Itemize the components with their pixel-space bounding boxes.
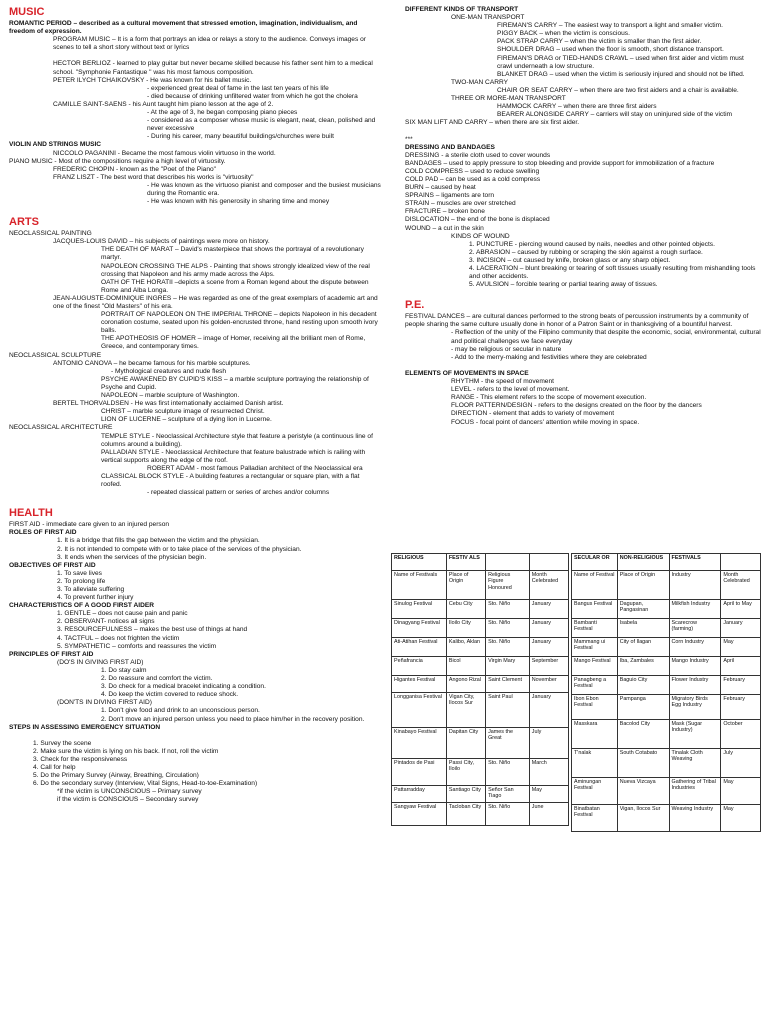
text-line: SIX MAN LIFT AND CARRY – when there are six first aider.	[405, 119, 580, 127]
table-row	[392, 803, 569, 826]
table-row	[572, 600, 761, 619]
table-cell: Binatbatan Festival	[572, 805, 618, 832]
text-line: ONE-MAN TRANSPORT	[451, 14, 525, 22]
table-cell: Gathering of Tribal Industries	[669, 778, 721, 805]
table-cell: Tinalak Cloth Weaving	[669, 749, 721, 778]
table-row	[392, 638, 569, 657]
text-line: FIREMAN'S CARRY – The easiest way to transport a light and smaller victim.	[497, 22, 723, 30]
table-cell: Ibon Ebon Festival	[572, 695, 618, 720]
table-row	[572, 749, 761, 778]
text-line: THE DEATH OF MARAT – David's masterpiece that shows the portrayal of a revolutionary martyr.	[101, 246, 364, 262]
table-cell: Flower Industry	[669, 676, 721, 695]
text-line: NEOCLASSICAL SCULPTURE	[9, 351, 102, 359]
text-line: FESTIVAL DANCES – are cultural dances performed to the strong beats of percussion instruments by a community of people sharing the same culture usually done in honor of a Patron Saint or in thanksgiving of a bountiful harvest.	[405, 313, 749, 329]
text-line: NAPOLEON – marble sculpture of Washington.	[101, 392, 240, 400]
text-line: - Mythological creatures and nude flesh	[111, 367, 227, 375]
text-line: - may be religious or secular in nature	[451, 345, 562, 353]
table-cell: September	[529, 657, 568, 676]
text-line: FREDERIC CHOPIN - known as the "Poet of the Piano"	[53, 165, 216, 173]
text-line: TEMPLE STYLE - Neoclassical Architecture style that feature a peristyle (a continuous line of columns around a building).	[101, 432, 373, 448]
table-row	[572, 676, 761, 695]
text-line: PORTRAIT OF NAPOLEON ON THE IMPERIAL THRONE – depicts Napoleon in his decadent coronation costume, seated upon his golden-encrusted throne, hand resting upon smooth ivory balls.	[101, 311, 378, 335]
table-cell: Mammang ui Festival	[572, 638, 618, 657]
table-cell: Santiago City	[446, 786, 485, 803]
text-line: ***	[405, 135, 413, 143]
text-line: PACK STRAP CARRY – when the victim is smaller than the first aider.	[497, 38, 702, 46]
text-line: NEOCLASSICAL PAINTING	[9, 230, 92, 238]
table-cell: Saint Clement	[486, 676, 530, 693]
table-row	[392, 657, 569, 676]
text-line: ANTONIO CANOVA – he became famous for his marble sculptures.	[53, 359, 251, 367]
table-cell: City of Ilagan	[617, 638, 669, 657]
text-line: - Reflection of the unity of the Filipino community that despite the economic, social, environmental, cultural and political challenges we face everyday	[451, 329, 761, 345]
text-line: 2. OBSERVANT- notices all signs	[57, 618, 155, 626]
table-cell: Aminungan Festival	[572, 778, 618, 805]
text-line: OBJECTIVES OF FIRST AID	[9, 561, 96, 569]
table-cell: Scarecrow (farming)	[669, 619, 721, 638]
table-cell: Dapitan City	[446, 728, 485, 759]
table-cell: Name of Festivals	[392, 571, 447, 600]
table-cell: South Cotabato	[617, 749, 669, 778]
section-heading: HEALTH	[9, 507, 53, 520]
table-cell: Migratory Birds Egg Industry	[669, 695, 721, 720]
table-row	[572, 695, 761, 720]
text-line: FRANZ LISZT - The best word that describes his works is "virtuosity"	[53, 173, 254, 181]
text-line: DRESSING AND BANDAGES	[405, 143, 495, 151]
right-column	[405, 6, 761, 427]
table-cell: Cebu City	[446, 600, 485, 619]
table-cell: Isabela	[617, 619, 669, 638]
table-cell: Vigan, Ilocos Sur	[617, 805, 669, 832]
table-cell: January	[529, 693, 568, 728]
text-line: CHRIST – marble sculpture image of resurrected Christ.	[101, 408, 265, 416]
text-line: 2. To prolong life	[57, 577, 106, 585]
table-cell: Bambanti Festival	[572, 619, 618, 638]
text-line: SHOULDER DRAG – used when the floor is smooth, short distance transport.	[497, 46, 724, 54]
text-line: DIRECTION - element that adds to variety of movement	[451, 410, 615, 418]
text-line: FIRST AID - immediate care given to an injured person	[9, 521, 170, 529]
table-cell: January	[721, 619, 761, 638]
table-cell: January	[529, 638, 568, 657]
table-cell: March	[529, 759, 568, 786]
text-line: FLOOR PATTERN/DESIGN - refers to the designs created on the floor by the dancers	[451, 402, 702, 410]
section-heading: MUSIC	[9, 6, 45, 18]
text-line: 1. Survey the scene	[33, 739, 92, 747]
table-cell: Sto. Niño	[486, 803, 530, 826]
table-cell: T'nalak	[572, 749, 618, 778]
left-column	[9, 6, 381, 805]
text-line: - During his career, many beautiful buildings/churches were built	[147, 133, 334, 141]
table-cell: Dagupan, Pangasinan	[617, 600, 669, 619]
text-line: 4. LACERATION – blunt breaking or tearing of soft tissues usually resulting from mishandling tools and other accidents.	[469, 265, 756, 281]
table-row	[392, 554, 569, 571]
table-row	[572, 720, 761, 749]
text-line: ROLES OF FIRST AID	[9, 529, 77, 537]
section-heading: P.E.	[405, 299, 425, 312]
text-line: DRESSING - a sterile cloth used to cover wounds	[405, 151, 551, 159]
text-line: 5. SYMPATHETIC – comforts and reassures the victim	[57, 642, 217, 650]
text-line: CHARACTERISTICS OF A GOOD FIRST AIDER	[9, 602, 155, 610]
table-row	[572, 554, 761, 571]
text-line: 3. Do check for a medical bracelet indicating a condition.	[101, 683, 266, 691]
text-line: CLASSICAL BLOCK STYLE - A building features a rectangular or square plan, with a flat roofed.	[101, 472, 360, 489]
text-line	[9, 52, 381, 60]
table-cell: May	[721, 805, 761, 832]
table-cell: Saint Paul	[486, 693, 530, 728]
table-cell: Iloilo City	[446, 619, 485, 638]
text-line: RANGE - This element refers to the scope of movement execution.	[451, 394, 647, 402]
table-cell: RELIGIOUS	[392, 554, 447, 571]
table-cell: Sto. Niño	[486, 600, 530, 619]
table-cell: Ati-Atihan Festival	[392, 638, 447, 657]
table-row	[572, 657, 761, 676]
text-line: ELEMENTS OF MOVEMENTS IN SPACE	[405, 369, 529, 377]
text-line	[405, 127, 761, 135]
table-cell: Pampanga	[617, 695, 669, 720]
table-cell: Dinagyang Festival	[392, 619, 447, 638]
text-line: LEVEL - refers to the level of movement.	[451, 386, 570, 394]
table-cell: May	[529, 786, 568, 803]
table-cell: Higantes Festival	[392, 676, 447, 693]
table-cell: October	[721, 720, 761, 749]
text-line: 3. INCISION – cut caused by knife, broken glass or any sharp object.	[469, 256, 671, 264]
table-cell	[721, 554, 761, 571]
text-line: - He was known as the virtuoso pianist and composer and the busiest musicians during the Romantic era.	[147, 181, 381, 197]
text-line: RHYTHM - the speed of movement	[451, 378, 554, 386]
text-line: - At the age of 3, he began composing piano pieces	[147, 109, 298, 117]
text-line	[9, 732, 381, 740]
table-cell: July	[721, 749, 761, 778]
table-row	[572, 805, 761, 832]
text-line: 4. TACTFUL – does not frighten the victim	[57, 634, 180, 642]
text-line: PIGGY BACK – when the victim is conscious.	[497, 30, 630, 38]
table-cell: Nueva Vizcaya	[617, 778, 669, 805]
table-row	[392, 571, 569, 600]
text-line: COLD COMPRESS – used to reduce swelling	[405, 167, 540, 175]
table-cell: Bicol	[446, 657, 485, 676]
text-line: 3. To alleviate suffering	[57, 586, 125, 593]
section-heading: ARTS	[9, 216, 39, 229]
text-line: 1. It is a bridge that fills the gap between the victim and the physician.	[57, 537, 260, 545]
text-line: CHAIR OR SEAT CARRY – when there are two first aiders and a chair is available.	[497, 86, 739, 94]
table-cell: Industry	[669, 571, 721, 600]
text-line: 5. Do the Primary Survey (Airway, Breathing, Circulation)	[33, 772, 199, 780]
table-cell: Peñafrancia	[392, 657, 447, 676]
table-cell: Month Celebrated	[721, 571, 761, 600]
table-cell: Panagbeng a Festival	[572, 676, 618, 695]
table-row	[392, 786, 569, 803]
text-line: - considered as a composer whose music is elegant, neat, clean, polished and never excessive	[147, 117, 376, 133]
table-cell: Pintados de Pasi	[392, 759, 447, 786]
text-line: 6. Do the secondary survey (Interview, Vital Signs, Head-to-toe-Examination)	[33, 780, 258, 788]
text-line: STRAIN – muscles are over stretched	[405, 200, 516, 208]
text-line: - repeated classical pattern or series of arches and/or columns	[147, 489, 330, 497]
table-cell: Place of Origin	[617, 571, 669, 600]
table-cell: Mango Industry	[669, 657, 721, 676]
table-cell: Sto. Niño	[486, 619, 530, 638]
text-line: (DON'TS IN DIVING FIRST AID)	[57, 699, 152, 707]
text-line: 3. RESOURCEFULNESS – makes the best use of things at hand	[57, 626, 248, 634]
table-cell: Masskara	[572, 720, 618, 749]
text-line: WOUND – a cut in the skin	[405, 224, 484, 232]
text-line: 4. Call for help	[33, 764, 76, 772]
text-line: CAMILLE SAINT-SAENS - his Aunt taught him piano lesson at the age of 2.	[53, 100, 274, 108]
table-cell: Corn Industry	[669, 638, 721, 657]
text-line: STEPS IN ASSESSING EMERGENCY SITUATION	[9, 723, 161, 731]
table-cell: Sto. Niño	[486, 638, 530, 657]
table-cell: Sangyaw Festival	[392, 803, 447, 826]
table-cell: Bacolod City	[617, 720, 669, 749]
text-line: 2. Don't move an injured person unless you need to place him/her in the recovery position.	[101, 715, 365, 723]
text-line: COLD PAD – can be used as a cold compress	[405, 175, 541, 183]
table-cell: Mango Festival	[572, 657, 618, 676]
text-line: BERTEL THORVALDSEN - He was first internationally acclaimed Danish artist.	[53, 400, 284, 408]
text-line: HAMMOCK CARRY – when there are three first aiders	[497, 103, 657, 111]
table-row	[572, 638, 761, 657]
text-line: TWO-MAN CARRY	[451, 78, 509, 86]
table-cell: Sinulog Festival	[392, 600, 447, 619]
table-cell: James the Great	[486, 728, 530, 759]
table-cell	[529, 554, 568, 571]
text-line: 1. Do stay calm	[101, 666, 147, 674]
text-line: PROGRAM MUSIC – It is a form that portrays an idea or relays a story to the audience. Conveys images or scenes to tell a short story without text or lyrics	[53, 36, 366, 52]
table-cell: Name of Festival	[572, 571, 618, 600]
text-line: 1. PUNCTURE - piercing wound caused by nails, needles and other pointed objects.	[469, 240, 715, 248]
table-cell: April	[721, 657, 761, 676]
table-cell: April to May	[721, 600, 761, 619]
table-cell: May	[721, 638, 761, 657]
table-cell: Bangus Festival	[572, 600, 618, 619]
text-line: - died because of drinking unfiltered water from which he got the cholera	[147, 92, 358, 100]
table-cell: Iba, Zambales	[617, 657, 669, 676]
table-row	[392, 728, 569, 759]
text-line: 1. GENTLE – does not cause pain and panic	[57, 610, 188, 618]
text-line: NAPOLEON CROSSING THE ALPS - Painting that shows strongly idealized view of the real crossing that Napoleon and his army made across the Alps.	[101, 262, 370, 278]
table-cell: January	[529, 619, 568, 638]
text-line: THREE OR MORE-MAN TRANSPORT	[451, 95, 566, 103]
text-line: 2. It is not intended to compete with or to take place of the services of the physician.	[57, 545, 302, 553]
text-line: SPRAINS – ligaments are torn	[405, 192, 495, 200]
text-line: BANDAGES – used to apply pressure to stop bleeding and provide support for immobilization of a fracture	[405, 159, 715, 167]
text-line: NEOCLASSICAL ARCHITECTURE	[9, 424, 113, 432]
text-line: - Add to the merry-making and festivities where they are celebrated	[451, 353, 647, 361]
table-cell: NON-RELIGIOUS	[617, 554, 669, 571]
text-line: FOCUS - focal point of dancers' attention while moving in space.	[451, 418, 640, 426]
table-row	[572, 778, 761, 805]
table-cell: Longganisa Festival	[392, 693, 447, 728]
text-line: LION OF LUCERNE – sculpture of a dying lion in Lucerne.	[101, 416, 272, 424]
text-line: (DO'S IN GIVING FIRST AID)	[57, 658, 144, 666]
table-cell: FESTIV ALS	[446, 554, 485, 571]
table-cell: Vigan City, Ilocos Sur	[446, 693, 485, 728]
table-cell: February	[721, 676, 761, 695]
text-line: PSYCHE AWAKENED BY CUPID'S KISS – a marble sculpture portraying the relationship of Psyche and Cupid.	[101, 375, 369, 391]
text-line: 2. ABRASION – caused by rubbing or scraping the skin against a rough surface.	[469, 248, 703, 256]
table-cell: June	[529, 803, 568, 826]
table-row	[392, 600, 569, 619]
table-row	[392, 619, 569, 638]
table-cell: SECULAR OR	[572, 554, 618, 571]
text-line: ROBERT ADAM - most famous Palladian architect of the Neoclassical era	[147, 464, 363, 472]
table-cell: Month Celebrated	[529, 571, 568, 600]
table-cell: Place of Origin	[446, 571, 485, 600]
text-line: FIREMAN'S DRAG or TIED-HANDS CRAWL – used when first aider and victim must crawl underneath a low structure.	[497, 54, 744, 70]
text-line: BLANKET DRAG – used when the victim is seriously injured and should not be lifted.	[497, 70, 745, 78]
text-line: 2. Do reassure and comfort the victim.	[101, 675, 213, 683]
text-line: PETER ILYCH TCHAIKOVSKY - He was known for his ballet music.	[53, 76, 252, 84]
text-line: ROMANTIC PERIOD – described as a cultural movement that stressed emotion, imagination, individualism, and freedom of expression.	[9, 20, 358, 36]
table-row	[572, 571, 761, 600]
text-line: 4. Do keep the victim covered to reduce shock.	[101, 691, 239, 699]
table-cell: Weaving Industry	[669, 805, 721, 832]
text-line: - He was known with his generosity in sharing time and money	[147, 198, 330, 206]
text-line: 4. To prevent further injury	[57, 594, 134, 602]
text-line: PIANO MUSIC - Most of the compositions require a high level of virtuosity.	[9, 157, 226, 165]
secular-festivals-table	[571, 553, 761, 832]
table-cell: Passi City, Iloilo	[446, 759, 485, 786]
table-row	[392, 759, 569, 786]
text-line: 1. To save lives	[57, 569, 102, 577]
table-cell: Tacloban City	[446, 803, 485, 826]
table-cell: Pattarradday	[392, 786, 447, 803]
table-cell: May	[721, 778, 761, 805]
table-cell: Angono Rizal	[446, 676, 485, 693]
text-line: JEAN-AUGUSTE-DOMINIQUE INGRES – He was regarded as one of the great exemplars of academic art and one of the finest "Old Masters" of his era.	[53, 294, 378, 310]
text-line: 5. AVULSION – forcible tearing or partial tearing away of tissues.	[469, 281, 658, 289]
table-cell: Kinabayo Festival	[392, 728, 447, 759]
text-line: 1. Don't give food and drink to an unconscious person.	[101, 707, 260, 715]
table-cell	[486, 554, 530, 571]
text-line	[405, 362, 761, 370]
table-cell: Religious Figure Honoured	[486, 571, 530, 600]
table-cell: Sto. Niño	[486, 759, 530, 786]
table-row	[392, 693, 569, 728]
text-line: DISLOCATION – the end of the bone is displaced	[405, 216, 550, 224]
text-line: 3. Check for the responsiveness	[33, 755, 128, 763]
text-line: NICCOLO PAGANINI - Became the most famous violin virtuoso in the world.	[53, 149, 276, 157]
text-line: OATH OF THE HORATII –depicts a scene from a Roman legend about the dispute between Rome and Alba Longa.	[101, 278, 369, 294]
text-line: DIFFERENT KINDS OF TRANSPORT	[405, 6, 519, 13]
text-line: *if the victim is UNCONSCIOUS – Primary survey	[57, 788, 202, 796]
text-line: PALLADIAN STYLE - Neoclassical Architecture that feature balustrade which is railing with vertical supports along the edge of the roof.	[101, 448, 366, 464]
text-line: 3. It ends when the services of the physician begin.	[57, 553, 207, 561]
table-cell: FESTIVALS	[669, 554, 721, 571]
table-cell: Kalibo, Aklan	[446, 638, 485, 657]
text-line: HECTOR BERLIOZ - learned to play guitar but never became skilled because his father sent him to a medical school. "Symphonie Fantastique " was his most famous composition.	[53, 60, 373, 76]
table-cell: Baguio City	[617, 676, 669, 695]
table-cell: Señor San Tiago	[486, 786, 530, 803]
text-line: if the victim is CONSCIOUS – Secondary survey	[57, 796, 199, 804]
text-line: BEARER ALONGSIDE CARRY – carriers will stay on uninjured side of the victim	[497, 111, 733, 119]
table-cell: Milkfish Industry	[669, 600, 721, 619]
table-cell: January	[529, 600, 568, 619]
religious-festivals-table	[391, 553, 569, 826]
text-line: - experienced great deal of fame in the last ten years of his life	[147, 84, 329, 92]
text-line: BURN – caused by heat	[405, 184, 476, 192]
table-cell: Mask (Sugar Industry)	[669, 720, 721, 749]
table-row	[392, 676, 569, 693]
text-line: FRACTURE – broken bone	[405, 208, 485, 216]
table-cell: February	[721, 695, 761, 720]
table-cell: Virgin Mary	[486, 657, 530, 676]
text-line: KINDS OF WOUND	[451, 232, 510, 240]
table-cell: November	[529, 676, 568, 693]
text-line: 2. Make sure the victim is lying on his back. If not, roll the victim	[33, 747, 219, 755]
table-row	[572, 619, 761, 638]
text-line: PRINCIPLES OF FIRST AID	[9, 650, 94, 658]
text-line: THE APOTHEOSIS OF HOMER – image of Homer, receiving all the brilliant men of Rome, Greece, and contemporary times.	[101, 335, 366, 351]
table-cell: July	[529, 728, 568, 759]
text-line: JACQUES-LOUIS DAVID – his subjects of paintings were more on history.	[53, 238, 270, 246]
text-line: VIOLIN AND STRINGS MUSIC	[9, 141, 102, 149]
